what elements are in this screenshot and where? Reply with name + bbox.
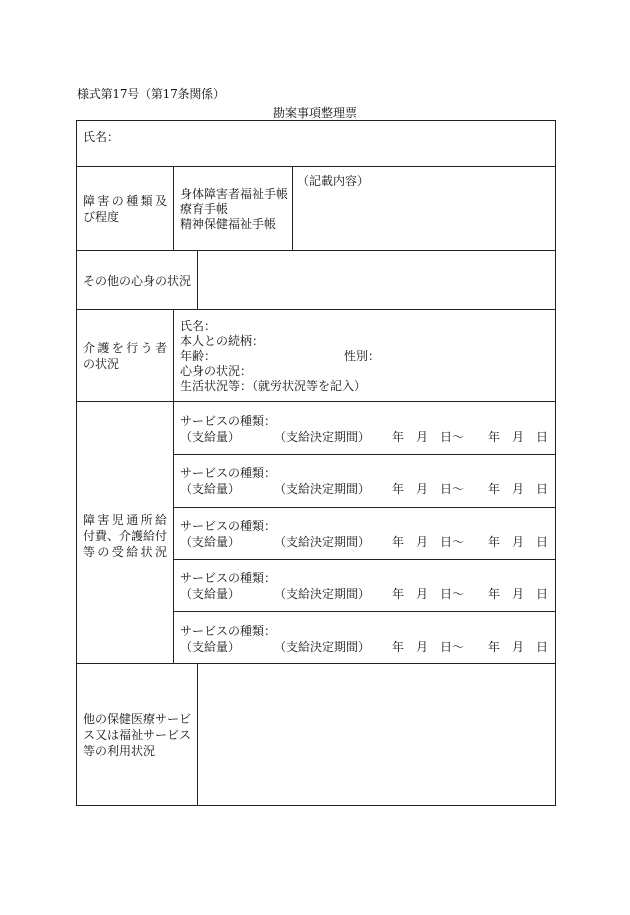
divider <box>173 167 174 250</box>
service-entry <box>173 454 555 507</box>
divider <box>197 664 198 805</box>
divider <box>197 251 198 309</box>
service-type-label: サービスの種類： <box>180 466 277 480</box>
service-amount-label: （支給量） <box>180 587 241 601</box>
caregiver-age-field: 年齢： <box>180 349 217 363</box>
service-period-dates: 年 月 日～ 年 月 日 <box>392 587 549 601</box>
disability-type-item: 精神保健福祉手帳 <box>180 217 277 231</box>
other-condition-row <box>77 251 555 310</box>
service-type-label: サービスの種類： <box>180 519 277 533</box>
benefit-label-line2: 付費、介護給付 <box>83 529 168 543</box>
service-entries <box>173 402 555 663</box>
service-period-dates: 年 月 日～ 年 月 日 <box>392 535 549 549</box>
service-period-label: （支給決定期間） <box>274 640 371 654</box>
disability-label-line1: 障害の種類及 <box>83 194 167 208</box>
service-period-dates: 年 月 日～ 年 月 日 <box>392 640 549 654</box>
other-condition-label: その他の心身の状況 <box>83 274 192 288</box>
caregiver-label-line2: の状況 <box>83 357 120 371</box>
caregiver-health-field: 心身の状況： <box>180 364 253 378</box>
service-entry <box>173 507 555 559</box>
disability-label-line2: び程度 <box>83 210 120 224</box>
service-amount-label: （支給量） <box>180 640 241 654</box>
service-type-label: サービスの種類： <box>180 571 277 585</box>
service-entry <box>173 559 555 611</box>
other-service-label-line1: 他の保健医療サービ <box>83 712 192 726</box>
caregiver-row <box>77 310 555 402</box>
benefit-label-line3: 等の受給状況 <box>83 545 167 559</box>
service-entry <box>173 402 555 454</box>
name-row <box>77 121 555 167</box>
review-form-table <box>76 120 556 806</box>
other-service-row <box>77 664 555 805</box>
service-period-dates: 年 月 日～ 年 月 日 <box>392 482 549 496</box>
disability-type-item: 身体障害者福祉手帳 <box>180 187 289 201</box>
content-label: （記載内容） <box>297 174 370 188</box>
service-period-label: （支給決定期間） <box>274 430 371 444</box>
disability-type-item: 療育手帳 <box>180 202 229 216</box>
benefit-row <box>77 402 555 664</box>
service-type-label: サービスの種類： <box>180 414 277 428</box>
service-amount-label: （支給量） <box>180 430 241 444</box>
service-type-label: サービスの種類： <box>180 624 277 638</box>
service-period-dates: 年 月 日～ 年 月 日 <box>392 430 549 444</box>
divider <box>173 310 174 401</box>
applicant-name-label: 氏名： <box>83 130 120 144</box>
service-period-label: （支給決定期間） <box>274 535 371 549</box>
form-number: 様式第17号（第17条関係） <box>77 87 225 101</box>
divider <box>292 167 293 250</box>
caregiver-label-line1: 介護を行う者 <box>83 341 167 355</box>
service-amount-label: （支給量） <box>180 535 241 549</box>
service-entry <box>173 611 555 664</box>
disability-row <box>77 167 555 251</box>
other-service-label-line3: 等の利用状況 <box>83 744 156 758</box>
service-amount-label: （支給量） <box>180 482 241 496</box>
caregiver-gender-field: 性別： <box>344 349 381 363</box>
service-period-label: （支給決定期間） <box>274 587 371 601</box>
document-title: 勘案事項整理票 <box>272 106 357 120</box>
caregiver-relation-field: 本人との続柄： <box>180 334 265 348</box>
service-period-label: （支給決定期間） <box>274 482 371 496</box>
caregiver-life-field: 生活状況等：（就労状況等を記入） <box>180 379 367 393</box>
other-service-label-line2: ス又は福祉サービス <box>83 728 192 742</box>
caregiver-name-field: 氏名： <box>180 319 217 333</box>
benefit-label-line1: 障害児通所給 <box>83 513 167 527</box>
